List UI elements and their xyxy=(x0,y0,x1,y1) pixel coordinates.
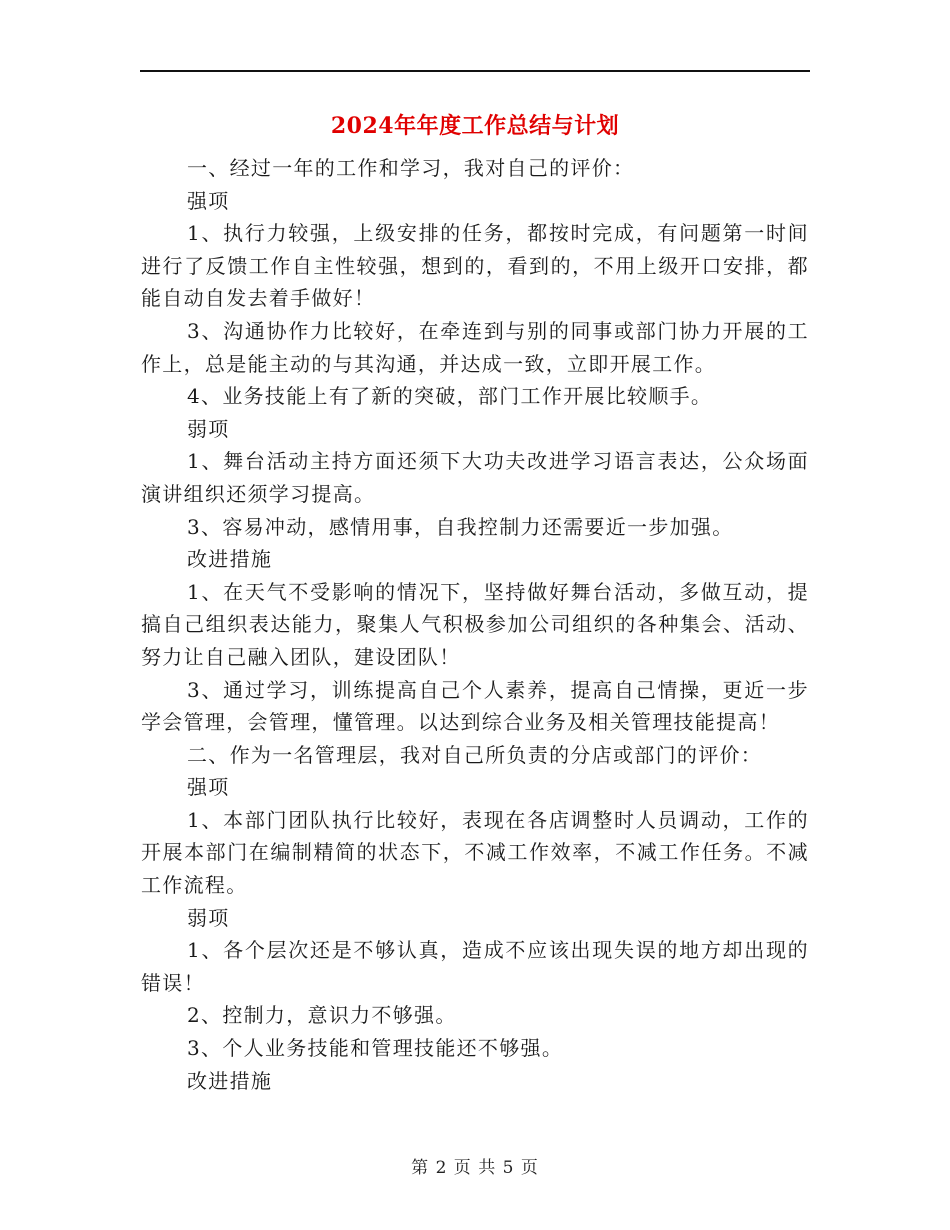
paragraph: 2、控制力，意识力不够强。 xyxy=(187,1003,457,1028)
paragraph: 4、业务技能上有了新的突破，部门工作开展比较顺手。 xyxy=(187,384,713,409)
paragraph: 弱项 xyxy=(187,905,230,930)
paragraph: 1、本部门团队执行比较好，表现在各店调整时人员调动，工作的开展本部门在编制精简的状态下，不减工作效率，不减工作任务。不减工作流程。 xyxy=(141,807,809,898)
paragraph: 改进措施 xyxy=(187,1068,273,1093)
page-number: 第 2 页 共 5 页 xyxy=(411,1158,539,1178)
header-rule xyxy=(140,70,810,72)
paragraph: 弱项 xyxy=(187,416,230,441)
paragraph: 3、个人业务技能和管理技能还不够强。 xyxy=(187,1036,564,1061)
paragraph: 1、舞台活动主持方面还须下大功夫改进学习语言表达，公众场面演讲组织还须学习提高。 xyxy=(141,449,809,506)
paragraph: 1、各个层次还是不够认真，造成不应该出现失误的地方却出现的错误！ xyxy=(141,938,809,995)
paragraph: 强项 xyxy=(187,188,230,213)
document-title: 2024年年度工作总结与计划 xyxy=(330,113,620,139)
paragraph: 强项 xyxy=(187,775,230,800)
paragraph: 3、沟通协作力比较好，在牵连到与别的同事或部门协力开展的工作上，总是能主动的与其沟通，并达成一致，立即开展工作。 xyxy=(141,318,809,376)
paragraph: 3、容易冲动，感情用事，自我控制力还需要近一步加强。 xyxy=(187,514,734,539)
paragraph: 1、在天气不受影响的情况下，坚持做好舞台活动，多做互动，提搞自己组织表达能力，聚集人气积极参加公司组织的各种集会、活动、努力让自己融入团队，建设团队！ xyxy=(141,579,809,669)
paragraph: 二、作为一名管理层，我对自己所负责的分店或部门的评价： xyxy=(187,742,763,767)
paragraph: 改进措施 xyxy=(187,547,273,572)
paragraph: 3、通过学习，训练提高自己个人素养，提高自己情操，更近一步学会管理，会管理，懂管理。以达到综合业务及相关管理技能提高！ xyxy=(141,677,809,735)
paragraph: 1、执行力较强，上级安排的任务，都按时完成，有问题第一时间进行了反馈工作自主性较强，想到的，看到的，不用上级开口安排，都能自动自发去着手做好！ xyxy=(141,221,809,311)
paragraph: 一、经过一年的工作和学习，我对自己的评价： xyxy=(187,156,635,180)
document-body xyxy=(141,152,809,1097)
